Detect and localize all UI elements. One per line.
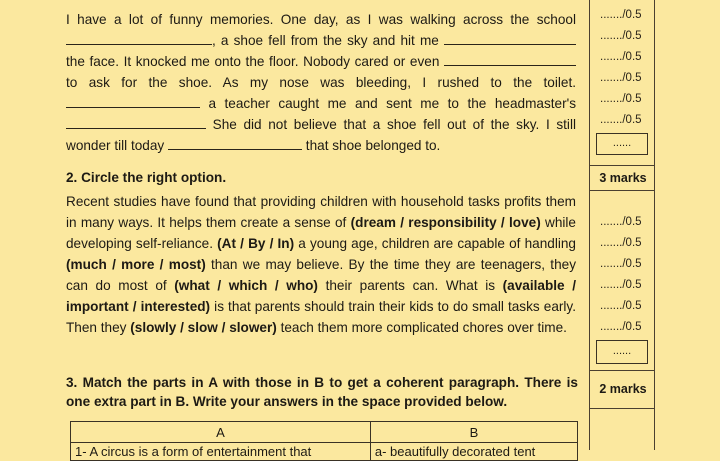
table-cell-a: 1- A circus is a form of entertainment that xyxy=(71,443,371,461)
mark-slot[interactable]: ......./0.5 xyxy=(600,51,642,63)
option-group-4[interactable]: (what / which / who) xyxy=(174,278,318,293)
mark-slot[interactable]: ......./0.5 xyxy=(600,300,642,312)
s2-text: is that parents should train their kids to do small tasks early. Then they xyxy=(66,299,576,335)
s2-text: their parents can. What is xyxy=(325,278,496,293)
s1-text: I have a lot of funny memories. One day, as I was walking across the school xyxy=(66,12,576,27)
s2-text: than we may believe. By the time they are teenagers, they can do most of xyxy=(66,257,576,293)
mark-slot[interactable]: ......./0.5 xyxy=(600,216,642,228)
marks-divider xyxy=(589,165,655,166)
s1-text: headmaster's xyxy=(494,96,577,111)
mark-slot[interactable]: ......./0.5 xyxy=(600,237,642,249)
blank-2[interactable] xyxy=(444,32,576,45)
mark-slot[interactable]: ......./0.5 xyxy=(600,279,642,291)
s2-text: while developing self-reliance. xyxy=(66,215,576,251)
s2-text: Recent studies have found that providing children with household tasks profits them in many ways. It helps them create a sense of xyxy=(66,194,576,230)
mark-slot[interactable]: ......./0.5 xyxy=(600,321,642,333)
s1-text: She did not believe that a shoe fell out of the xyxy=(212,117,510,132)
s1-text: that shoe belonged to. xyxy=(305,138,441,153)
option-group-1[interactable]: (dream / responsibility / love) xyxy=(350,215,541,230)
option-group-5[interactable]: (available / important / interested) xyxy=(66,278,576,314)
marks-divider xyxy=(589,370,655,371)
marks-divider xyxy=(589,190,655,191)
s1-text: a teacher caught me and sent me to the xyxy=(208,96,487,111)
mark-slot[interactable]: ......./0.5 xyxy=(600,9,642,21)
section2-total-box[interactable]: ...... xyxy=(596,340,648,364)
section2-marks-label: 3 marks xyxy=(599,171,647,185)
s1-text: sky. I still wonder till today xyxy=(66,117,576,153)
option-group-2[interactable]: (At / By / In) xyxy=(217,236,295,251)
marks-column-left-border xyxy=(589,0,590,450)
s1-text: , a shoe fell from the sky and hit me xyxy=(212,33,439,48)
section1-paragraph xyxy=(66,9,576,156)
s1-text: the face. It knocked me onto the floor. Nobody cared or even xyxy=(66,54,440,69)
marks-column-right-border xyxy=(654,0,655,450)
section2-heading: 2. Circle the right option. xyxy=(66,170,227,185)
s2-text: a young age, children are capable of handling xyxy=(298,236,576,251)
column-a-header: A xyxy=(71,422,371,443)
mark-slot[interactable]: ......./0.5 xyxy=(600,72,642,84)
matching-table xyxy=(70,421,578,461)
table-row xyxy=(71,443,578,461)
blank-4[interactable] xyxy=(66,95,200,108)
blank-1[interactable] xyxy=(66,32,212,45)
section3-marks-label: 2 marks xyxy=(599,382,647,396)
table-cell-b: a- beautifully decorated tent xyxy=(370,443,577,461)
section3-heading: 3. Match the parts in A with those in B to get a coherent paragraph. There is one extra part in B. Write your answers in the space provided below. xyxy=(66,375,578,409)
mark-slot[interactable]: ......./0.5 xyxy=(600,114,642,126)
mark-slot[interactable]: ......./0.5 xyxy=(600,30,642,42)
mark-slot[interactable]: ......./0.5 xyxy=(600,93,642,105)
marks-divider xyxy=(589,408,655,409)
blank-5[interactable] xyxy=(66,116,206,129)
option-group-3[interactable]: (much / more / most) xyxy=(66,257,206,272)
s1-text: to ask for the shoe. As my nose was bleeding, I rushed to xyxy=(66,75,502,90)
section2-paragraph xyxy=(66,191,576,338)
column-b-header: B xyxy=(370,422,577,443)
s2-text: teach them more complicated chores over time. xyxy=(280,320,567,335)
s1-text: the toilet. xyxy=(513,75,577,90)
option-group-6[interactable]: (slowly / slow / slower) xyxy=(130,320,277,335)
mark-slot[interactable]: ......./0.5 xyxy=(600,258,642,270)
blank-3[interactable] xyxy=(444,53,576,66)
section1-total-box[interactable]: ...... xyxy=(596,133,648,155)
blank-6[interactable] xyxy=(168,137,302,150)
